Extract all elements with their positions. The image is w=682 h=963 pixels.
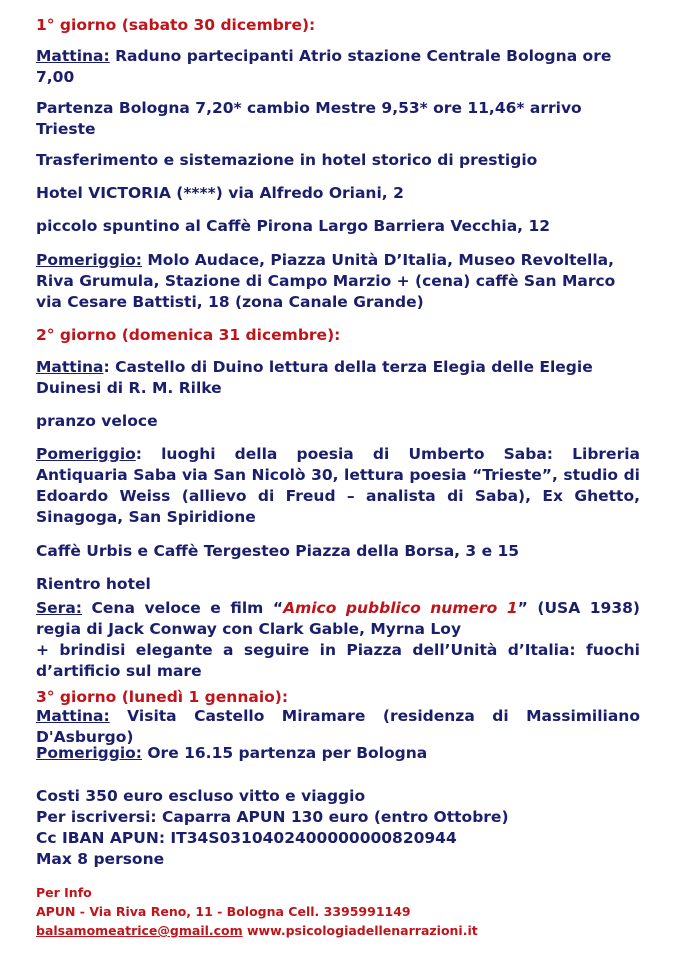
day3-afternoon	[36, 743, 640, 764]
day2-cafes: Caffè Urbis e Caffè Tergesteo Piazza della Borsa, 3 e 15	[36, 542, 520, 560]
day3-afternoon-text: Ore 16.15 partenza per Bologna	[141, 744, 428, 762]
day1-transfer: Trasferimento e sistemazione in hotel storico di prestigio	[36, 151, 538, 169]
website-link[interactable]: www.psicologiadellenarrazioni.it	[242, 923, 478, 938]
info-address: APUN - Via Riva Reno, 11 - Bologna Cell. 3395991149	[36, 904, 411, 919]
day3-morning-text: Visita Castello Miramare (residenza di Massimiliano D'Asburgo)	[36, 707, 640, 746]
info-contacts	[36, 921, 640, 940]
day3-morning	[36, 706, 640, 748]
iban-line: Cc IBAN APUN: IT34S0310402400000000820944	[36, 829, 457, 847]
day2-return: Rientro hotel	[36, 575, 151, 593]
day1-morning	[36, 46, 640, 88]
day2-evening-extra: + brindisi elegante a seguire in Piazza dell’Unità d’Italia: fuochi d’artificio sul mare	[36, 641, 640, 680]
info-title: Per Info	[36, 885, 92, 900]
day1-afternoon-text: Molo Audace, Piazza Unità D’Italia, Museo Revoltella, Riva Grumula, Stazione di Campo Marzio + (cena) caffè San Marco via Cesare Battisti, 18 (zona Canale Grande)	[36, 251, 616, 311]
day2-evening	[36, 598, 640, 682]
day2-afternoon	[36, 444, 640, 528]
day2-morning	[36, 357, 640, 399]
day3-title: 3° giorno (lunedì 1 gennaio):	[36, 688, 289, 706]
day2-afternoon-label: Pomeriggio	[36, 445, 136, 463]
day3-morning-label: Mattina:	[36, 707, 110, 725]
day2-evening-label: Sera:	[36, 599, 82, 617]
costs-block	[36, 786, 640, 870]
costs-line: Costi 350 euro escluso vitto e viaggio	[36, 787, 366, 805]
day2-afternoon-text: : luoghi della poesia di Umberto Saba: Libreria Antiquaria Saba via San Nicolò 30, lettura poesia “Trieste”, studio di Edoardo Weiss (allievo di Freud – analista di Saba), Ex Ghetto, Sinagoga, San Spiridione	[36, 445, 640, 526]
day3-afternoon-label: Pomeriggio:	[36, 744, 142, 762]
day1-morning-label: Mattina:	[36, 47, 110, 65]
day1-departure: Partenza Bologna 7,20* cambio Mestre 9,53* ore 11,46* arrivo Trieste	[36, 99, 582, 138]
day1-afternoon-label: Pomeriggio:	[36, 251, 142, 269]
day1-snack: piccolo spuntino al Caffè Pirona Largo Barriera Vecchia, 12	[36, 217, 551, 235]
day1-hotel: Hotel VICTORIA (****) via Alfredo Oriani, 2	[36, 184, 404, 202]
day1-afternoon	[36, 250, 640, 313]
day2-morning-label: Mattina	[36, 358, 104, 376]
day2-evening-post: ” (USA 1938) regia di Jack Conway con Clark Gable, Myrna Loy	[36, 599, 640, 638]
film-title: Amico pubblico numero 1	[283, 599, 518, 617]
day1-morning-text: Raduno partecipanti Atrio stazione Centrale Bologna ore 7,00	[36, 47, 612, 86]
registration-line: Per iscriversi: Caparra APUN 130 euro (entro Ottobre)	[36, 808, 509, 826]
day2-lunch: pranzo veloce	[36, 412, 158, 430]
day2-morning-text: : Castello di Duino lettura della terza Elegia delle Elegie Duinesi di R. M. Rilke	[36, 358, 593, 397]
max-persons-line: Max 8 persone	[36, 850, 165, 868]
day2-evening-pre: Cena veloce e film “	[81, 599, 284, 617]
info-block	[36, 883, 640, 940]
email-link[interactable]: balsamomeatrice@gmail.com	[36, 923, 243, 938]
day1-title: 1° giorno (sabato 30 dicembre):	[36, 16, 316, 34]
day2-title: 2° giorno (domenica 31 dicembre):	[36, 326, 341, 344]
